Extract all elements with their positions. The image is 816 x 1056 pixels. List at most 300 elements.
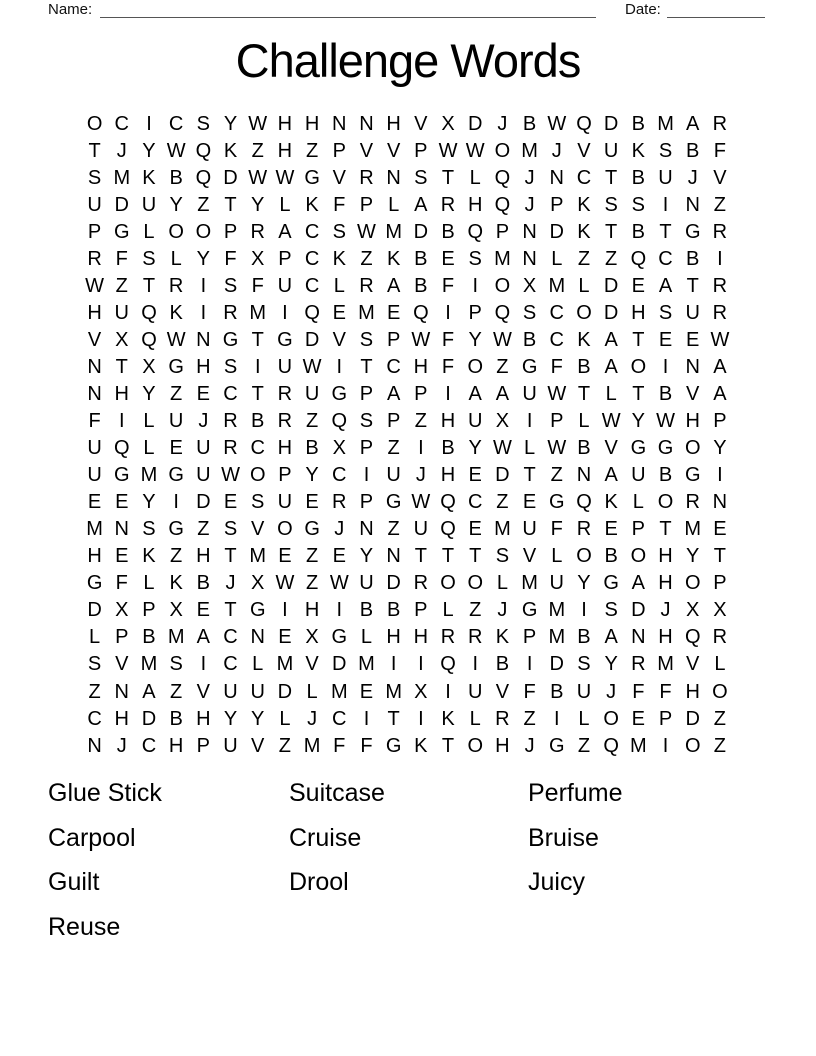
grid-letter: N: [359, 112, 374, 135]
grid-letter: A: [142, 680, 156, 703]
name-blank-line: [100, 0, 596, 18]
grid-letter: X: [142, 355, 156, 378]
grid-letter: P: [522, 626, 537, 649]
grid-letter: U: [413, 518, 429, 541]
grid-letter: L: [714, 653, 726, 676]
grid-letter: U: [168, 410, 184, 433]
grid-letter: S: [658, 139, 673, 162]
grid-letter: A: [495, 382, 510, 405]
grid-letter: L: [143, 220, 155, 243]
grid-letter: H: [631, 301, 646, 324]
grid-letter: J: [116, 139, 127, 162]
grid-letter: Z: [713, 707, 727, 730]
grid-letter: M: [113, 166, 131, 189]
grid-letter: P: [278, 247, 292, 270]
grid-letter: S: [169, 653, 183, 676]
grid-letter: Y: [631, 410, 646, 433]
grid-letter: I: [200, 653, 207, 676]
grid-letter: U: [87, 193, 102, 216]
grid-letter: D: [332, 653, 347, 676]
grid-letter: R: [359, 274, 374, 297]
grid-letter: Z: [387, 437, 400, 460]
grid-letter: Q: [576, 491, 592, 514]
grid-letter: A: [386, 274, 401, 297]
grid-letter: T: [632, 382, 645, 405]
grid-letter: I: [662, 734, 669, 757]
grid-letter: P: [278, 464, 292, 487]
grid-letter: Y: [251, 707, 265, 730]
grid-letter: S: [142, 247, 156, 270]
grid-letter: C: [304, 220, 320, 243]
grid-letter: I: [662, 193, 669, 216]
grid-letter: E: [631, 707, 646, 730]
grid-letter: Q: [114, 437, 130, 460]
word-list-item: Cruise: [289, 823, 362, 852]
grid-letter: I: [282, 599, 288, 622]
grid-letter: N: [359, 518, 374, 541]
grid-letter: W: [275, 166, 295, 189]
grid-letter: N: [522, 247, 537, 270]
grid-letter: V: [87, 328, 102, 351]
grid-letter: L: [442, 599, 454, 622]
grid-letter: D: [603, 274, 619, 297]
grid-letter: V: [359, 139, 374, 162]
grid-letter: Z: [170, 382, 183, 405]
grid-letter: H: [658, 545, 673, 568]
grid-letter: W: [85, 274, 105, 297]
grid-letter: K: [169, 301, 183, 324]
grid-letter: K: [142, 166, 156, 189]
grid-letter: R: [440, 193, 456, 216]
grid-letter: J: [551, 139, 562, 162]
grid-letter: K: [631, 139, 646, 162]
word-list-item: Suitcase: [289, 779, 385, 807]
grid-letter: C: [304, 274, 320, 297]
grid-letter: I: [554, 707, 560, 730]
grid-letter: Q: [630, 247, 647, 270]
grid-letter: H: [304, 599, 320, 622]
grid-letter: S: [658, 301, 673, 324]
grid-letter: Q: [195, 166, 212, 189]
grid-letter: T: [605, 166, 618, 189]
grid-letter: M: [303, 734, 321, 757]
grid-letter: A: [468, 382, 482, 405]
grid-letter: D: [685, 707, 700, 730]
grid-letter: M: [494, 247, 511, 270]
grid-letter: Q: [440, 491, 456, 514]
grid-letter: B: [631, 112, 646, 135]
grid-letter: Z: [88, 680, 101, 703]
grid-letter: C: [114, 112, 129, 135]
grid-letter: A: [278, 220, 292, 243]
grid-letter: H: [685, 410, 700, 433]
grid-letter: X: [332, 437, 346, 460]
grid-letter: A: [658, 274, 673, 297]
grid-letter: B: [441, 220, 455, 243]
grid-letter: I: [472, 653, 478, 676]
grid-letter: Q: [576, 112, 592, 135]
grid-letter: I: [662, 355, 669, 378]
grid-letter: Z: [550, 464, 563, 487]
grid-letter: L: [578, 274, 590, 297]
grid-letter: T: [251, 328, 264, 351]
grid-letter: C: [576, 166, 592, 189]
grid-letter: S: [332, 220, 346, 243]
grid-letter: T: [224, 193, 237, 216]
grid-letter: S: [223, 518, 238, 541]
grid-letter: J: [687, 166, 698, 189]
grid-letter: L: [279, 707, 291, 730]
grid-letter: V: [604, 437, 618, 460]
grid-letter: R: [440, 626, 456, 649]
grid-letter: S: [522, 301, 537, 324]
grid-letter: N: [114, 518, 129, 541]
grid-letter: D: [223, 166, 238, 189]
grid-letter: C: [304, 247, 320, 270]
grid-letter: P: [414, 139, 428, 162]
grid-letter: E: [305, 491, 319, 514]
grid-letter: W: [302, 355, 322, 378]
grid-letter: L: [551, 545, 563, 568]
grid-letter: N: [631, 626, 646, 649]
grid-letter: P: [713, 410, 727, 433]
grid-letter: X: [115, 599, 129, 622]
grid-letter: C: [658, 247, 673, 270]
grid-letter: Y: [169, 193, 183, 216]
grid-letter: H: [467, 193, 483, 216]
grid-letter: L: [524, 437, 536, 460]
grid-letter: D: [277, 680, 293, 703]
grid-letter: T: [414, 545, 427, 568]
grid-letter: O: [440, 572, 456, 595]
grid-letter: P: [658, 707, 673, 730]
grid-letter: E: [686, 328, 700, 351]
grid-letter: A: [686, 112, 700, 135]
grid-letter: Q: [603, 734, 619, 757]
grid-letter: B: [495, 653, 510, 676]
word-list-item: Glue Stick: [48, 779, 162, 807]
grid-letter: Y: [468, 437, 482, 460]
grid-letter: K: [305, 193, 319, 216]
grid-letter: M: [548, 274, 566, 297]
grid-letter: T: [224, 599, 237, 622]
grid-letter: Z: [278, 734, 292, 757]
grid-letter: H: [440, 410, 456, 433]
grid-letter: S: [359, 410, 374, 433]
grid-letter: G: [521, 355, 538, 378]
grid-letter: T: [88, 139, 101, 162]
grid-letter: X: [305, 626, 319, 649]
grid-letter: U: [522, 518, 537, 541]
grid-letter: E: [441, 247, 455, 270]
grid-letter: G: [331, 626, 348, 649]
grid-letter: S: [223, 274, 238, 297]
grid-letter: Y: [604, 653, 618, 676]
grid-letter: V: [713, 166, 727, 189]
grid-letter: P: [332, 139, 346, 162]
grid-letter: B: [169, 166, 183, 189]
grid-letter: L: [605, 382, 617, 405]
grid-letter: E: [522, 491, 537, 514]
grid-letter: Z: [469, 599, 482, 622]
grid-letter: C: [386, 355, 401, 378]
grid-letter: O: [684, 572, 701, 595]
grid-letter: D: [631, 599, 646, 622]
grid-letter: B: [142, 626, 156, 649]
grid-letter: W: [275, 572, 295, 595]
grid-letter: I: [173, 491, 179, 514]
grid-letter: R: [712, 626, 728, 649]
grid-letter: G: [168, 355, 184, 378]
grid-letter: K: [414, 734, 428, 757]
grid-letter: S: [631, 193, 646, 216]
grid-letter: N: [712, 491, 728, 514]
grid-letter: G: [385, 491, 402, 514]
grid-letter: L: [252, 653, 264, 676]
grid-letter: N: [576, 464, 592, 487]
grid-letter: M: [521, 572, 538, 595]
grid-letter: B: [441, 437, 455, 460]
grid-letter: C: [467, 491, 483, 514]
grid-letter: B: [522, 328, 537, 351]
grid-letter: R: [250, 220, 265, 243]
grid-letter: L: [469, 707, 481, 730]
grid-letter: D: [467, 112, 483, 135]
grid-letter: Z: [605, 247, 618, 270]
grid-letter: H: [440, 464, 456, 487]
grid-letter: E: [223, 491, 238, 514]
grid-letter: D: [549, 220, 564, 243]
grid-letter: E: [332, 545, 346, 568]
grid-letter: R: [223, 301, 238, 324]
grid-letter: M: [385, 220, 402, 243]
grid-letter: U: [631, 464, 646, 487]
word-list-item: Juicy: [528, 868, 585, 896]
grid-letter: G: [684, 464, 701, 487]
grid-letter: Z: [305, 410, 319, 433]
grid-letter: I: [418, 437, 424, 460]
grid-letter: A: [713, 355, 727, 378]
grid-letter: T: [523, 464, 536, 487]
grid-letter: V: [686, 382, 700, 405]
grid-letter: U: [223, 680, 238, 703]
grid-letter: V: [686, 653, 700, 676]
word-search-grid: [81, 110, 734, 759]
grid-letter: T: [387, 707, 400, 730]
grid-letter: V: [196, 680, 211, 703]
grid-letter: J: [497, 599, 508, 622]
grid-letter: I: [336, 355, 343, 378]
grid-letter: T: [469, 545, 482, 568]
grid-letter: I: [390, 653, 397, 676]
grid-letter: R: [712, 220, 728, 243]
grid-letter: U: [549, 572, 564, 595]
grid-letter: I: [445, 680, 451, 703]
word-column: [528, 781, 622, 915]
grid-letter: M: [521, 139, 538, 162]
grid-letter: S: [604, 193, 618, 216]
grid-letter: F: [251, 274, 264, 297]
grid-letter: Z: [523, 707, 536, 730]
grid-letter: B: [359, 599, 374, 622]
grid-letter: I: [526, 653, 533, 676]
grid-letter: H: [277, 112, 293, 135]
grid-letter: O: [712, 680, 728, 703]
grid-letter: D: [413, 220, 429, 243]
grid-letter: Y: [142, 139, 156, 162]
grid-letter: I: [418, 653, 424, 676]
grid-letter: N: [685, 193, 700, 216]
grid-letter: F: [632, 680, 645, 703]
grid-letter: R: [495, 707, 510, 730]
grid-letter: P: [631, 518, 646, 541]
grid-letter: T: [659, 518, 672, 541]
grid-letter: V: [522, 545, 537, 568]
grid-letter: F: [333, 734, 346, 757]
grid-letter: D: [87, 599, 102, 622]
grid-letter: W: [547, 112, 567, 135]
grid-letter: F: [659, 680, 672, 703]
grid-letter: L: [388, 193, 400, 216]
grid-letter: L: [578, 707, 590, 730]
grid-letter: M: [657, 112, 674, 135]
grid-letter: B: [577, 437, 591, 460]
grid-letter: I: [445, 301, 451, 324]
grid-letter: C: [332, 464, 347, 487]
grid-letter: G: [385, 734, 402, 757]
grid-letter: P: [359, 193, 374, 216]
grid-letter: T: [441, 545, 455, 568]
grid-letter: H: [168, 734, 184, 757]
grid-letter: I: [282, 301, 288, 324]
grid-letter: V: [332, 328, 346, 351]
grid-letter: H: [685, 680, 700, 703]
grid-letter: R: [168, 274, 184, 297]
grid-letter: P: [359, 491, 374, 514]
grid-letter: Q: [413, 301, 429, 324]
grid-letter: N: [87, 355, 102, 378]
grid-letter: V: [332, 166, 346, 189]
grid-letter: W: [710, 328, 730, 351]
grid-letter: I: [363, 464, 370, 487]
grid-letter: W: [547, 437, 567, 460]
grid-letter: I: [717, 464, 723, 487]
grid-letter: H: [196, 707, 211, 730]
grid-letter: A: [386, 382, 401, 405]
grid-letter: B: [414, 247, 428, 270]
grid-letter: G: [86, 572, 103, 595]
grid-letter: J: [225, 572, 236, 595]
grid-letter: P: [386, 410, 401, 433]
grid-letter: Y: [223, 707, 238, 730]
grid-letter: P: [359, 437, 374, 460]
grid-letter: B: [658, 464, 673, 487]
grid-letter: R: [413, 572, 429, 595]
grid-letter: S: [359, 328, 374, 351]
grid-letter: L: [333, 274, 345, 297]
grid-letter: B: [686, 139, 700, 162]
grid-letter: H: [87, 545, 102, 568]
grid-letter: E: [87, 491, 102, 514]
grid-letter: U: [223, 734, 238, 757]
grid-letter: N: [87, 734, 102, 757]
grid-letter: T: [632, 328, 645, 351]
grid-letter: S: [142, 518, 156, 541]
grid-letter: K: [604, 491, 618, 514]
grid-letter: Z: [170, 680, 183, 703]
grid-letter: G: [168, 518, 184, 541]
grid-letter: B: [604, 545, 618, 568]
grid-letter: T: [441, 166, 455, 189]
grid-letter: I: [336, 599, 343, 622]
grid-letter: Z: [305, 545, 319, 568]
grid-letter: O: [603, 707, 619, 730]
grid-letter: Q: [440, 518, 456, 541]
grid-letter: S: [604, 599, 618, 622]
grid-letter: U: [141, 193, 157, 216]
grid-letter: V: [115, 653, 129, 676]
grid-letter: U: [277, 355, 293, 378]
grid-letter: U: [196, 464, 211, 487]
grid-letter: N: [114, 680, 129, 703]
grid-letter: U: [658, 166, 673, 189]
grid-letter: W: [492, 437, 512, 460]
grid-letter: Y: [577, 572, 591, 595]
grid-letter: R: [277, 410, 293, 433]
grid-letter: X: [713, 599, 727, 622]
grid-letter: J: [606, 680, 617, 703]
grid-letter: U: [685, 301, 700, 324]
grid-letter: Z: [496, 491, 509, 514]
grid-letter: U: [87, 437, 102, 460]
grid-letter: X: [414, 680, 428, 703]
grid-letter: C: [250, 437, 265, 460]
grid-letter: B: [305, 437, 319, 460]
grid-letter: X: [686, 599, 700, 622]
grid-letter: A: [713, 382, 727, 405]
grid-letter: E: [196, 599, 211, 622]
grid-letter: P: [550, 193, 564, 216]
grid-letter: M: [140, 653, 158, 676]
grid-letter: G: [114, 220, 130, 243]
grid-letter: X: [251, 247, 265, 270]
grid-letter: M: [330, 680, 348, 703]
grid-letter: P: [414, 382, 428, 405]
grid-letter: I: [119, 410, 125, 433]
grid-letter: U: [467, 410, 483, 433]
grid-letter: G: [549, 734, 565, 757]
grid-letter: Y: [359, 545, 374, 568]
grid-letter: M: [657, 653, 674, 676]
grid-letter: G: [168, 464, 184, 487]
grid-letter: A: [196, 626, 211, 649]
grid-letter: F: [333, 193, 346, 216]
grid-letter: B: [631, 166, 646, 189]
grid-letter: L: [360, 626, 373, 649]
grid-letter: U: [304, 382, 320, 405]
grid-letter: R: [87, 247, 102, 270]
grid-letter: C: [223, 626, 238, 649]
grid-letter: T: [115, 355, 128, 378]
grid-letter: A: [414, 193, 428, 216]
grid-letter: F: [441, 274, 455, 297]
grid-letter: H: [658, 572, 673, 595]
grid-letter: F: [523, 680, 536, 703]
grid-letter: Q: [494, 193, 511, 216]
grid-letter: A: [604, 328, 618, 351]
grid-letter: G: [222, 328, 239, 351]
grid-letter: T: [224, 545, 237, 568]
